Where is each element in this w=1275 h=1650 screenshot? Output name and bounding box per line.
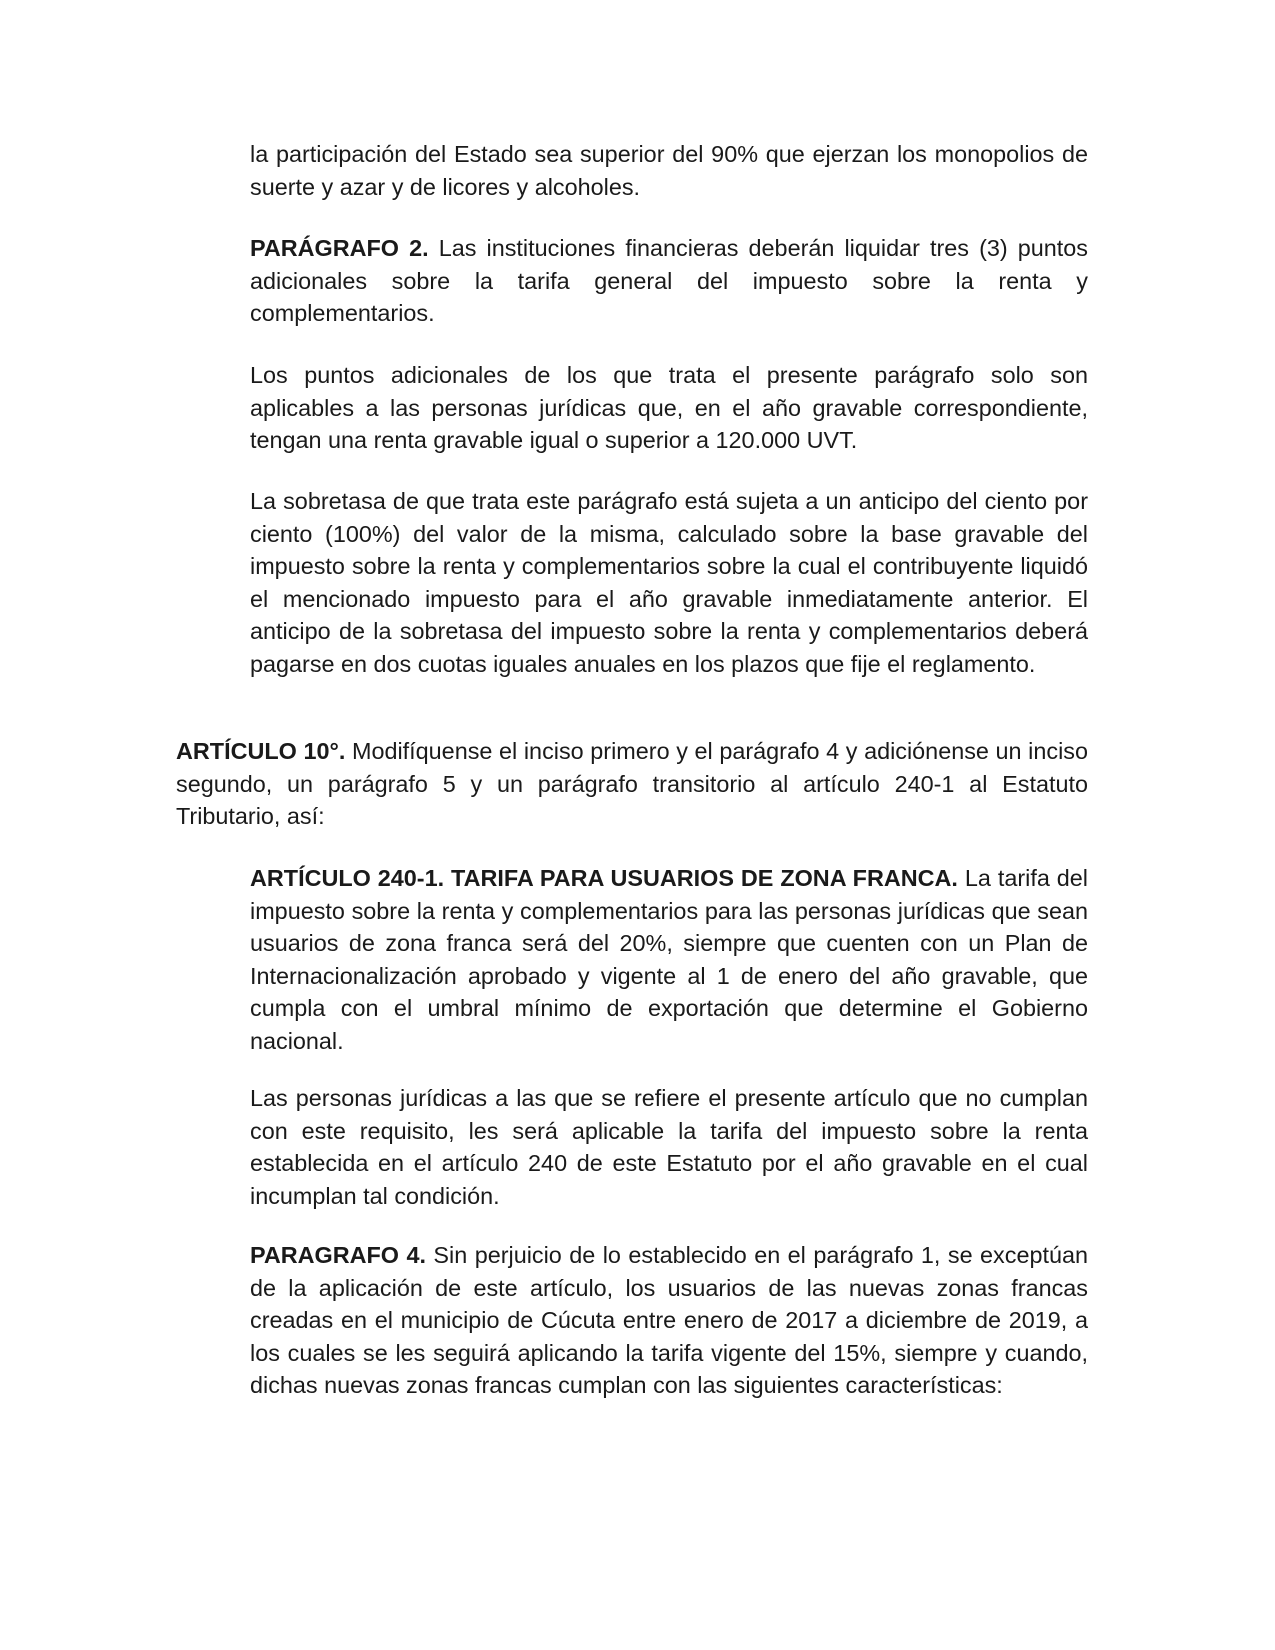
paragraph-articulo-10 xyxy=(176,735,1088,833)
paragraph-continuation xyxy=(250,138,1088,203)
paragraph-text: Sin perjuicio de lo establecido en el parágrafo 1, se exceptúan de la aplicación de este artículo, los usuarios de las nuevas zonas francas creadas en el municipio de Cúcuta entre enero de 2017 a diciembre de 2019, a los cuales se les seguirá aplicando la tarifa vigente del 15%, siempre y cuando, dichas nuevas zonas francas cumplan con las siguientes características: xyxy=(250,1242,1088,1399)
paragraph-text: Modifíquense el inciso primero y el parágrafo 4 y adiciónense un inciso segundo, un parágrafo 5 y un parágrafo transitorio al artículo 240-1 al Estatuto Tributario, así: xyxy=(176,738,1088,830)
paragraph-text: Los puntos adicionales de los que trata el presente parágrafo solo son aplicables a las personas jurídicas que, en el año gravable correspondiente, tengan una renta gravable igual o superior a 120.000 UVT. xyxy=(250,362,1088,454)
paragraph-heading: PARÁGRAFO 2. xyxy=(250,235,429,261)
paragraph-heading: ARTÍCULO 240-1. TARIFA PARA USUARIOS DE ZONA FRANCA. xyxy=(250,865,958,891)
paragraph-text: La sobretasa de que trata este parágrafo está sujeta a un anticipo del ciento por ciento (100%) del valor de la misma, calculado sobre la base gravable del impuesto sobre la renta y complementarios sobre la cual el contribuyente liquidó el mencionado impuesto para el año gravable inmediatamente anterior. El anticipo de la sobretasa del impuesto sobre la renta y complementarios deberá pagarse en dos cuotas iguales anuales en los plazos que fije el reglamento. xyxy=(250,488,1088,677)
paragraph-sobretasa xyxy=(250,485,1088,681)
paragraph-text: Las instituciones financieras deberán liquidar tres (3) puntos adicionales sobre la tarifa general del impuesto sobre la renta y complementarios. xyxy=(250,235,1088,327)
paragraph-text: Las personas jurídicas a las que se refiere el presente artículo que no cumplan con este requisito, les será aplicable la tarifa del impuesto sobre la renta establecida en el artículo 240 de este Estatuto por el año gravable en el cual incumplan tal condición. xyxy=(250,1085,1088,1209)
paragraph-puntos-adicionales xyxy=(250,359,1088,457)
paragraph-text: La tarifa del impuesto sobre la renta y complementarios para las personas jurídicas que sean usuarios de zona franca será del 20%, siempre que cuenten con un Plan de Internacionalización aprobado y vigente al 1 de enero del año gravable, que cumpla con el umbral mínimo de exportación que determine el Gobierno nacional. xyxy=(250,865,1088,1054)
paragraph-heading: PARAGRAFO 4. xyxy=(250,1242,426,1268)
paragraph-paragrafo-2 xyxy=(250,232,1088,330)
paragraph-articulo-240-1 xyxy=(250,862,1088,1058)
paragraph-heading: ARTÍCULO 10°. xyxy=(176,738,346,764)
paragraph-personas-juridicas xyxy=(250,1082,1088,1212)
paragraph-paragrafo-4 xyxy=(250,1239,1088,1402)
paragraph-text: la participación del Estado sea superior del 90% que ejerzan los monopolios de suerte y azar y de licores y alcoholes. xyxy=(250,141,1088,200)
